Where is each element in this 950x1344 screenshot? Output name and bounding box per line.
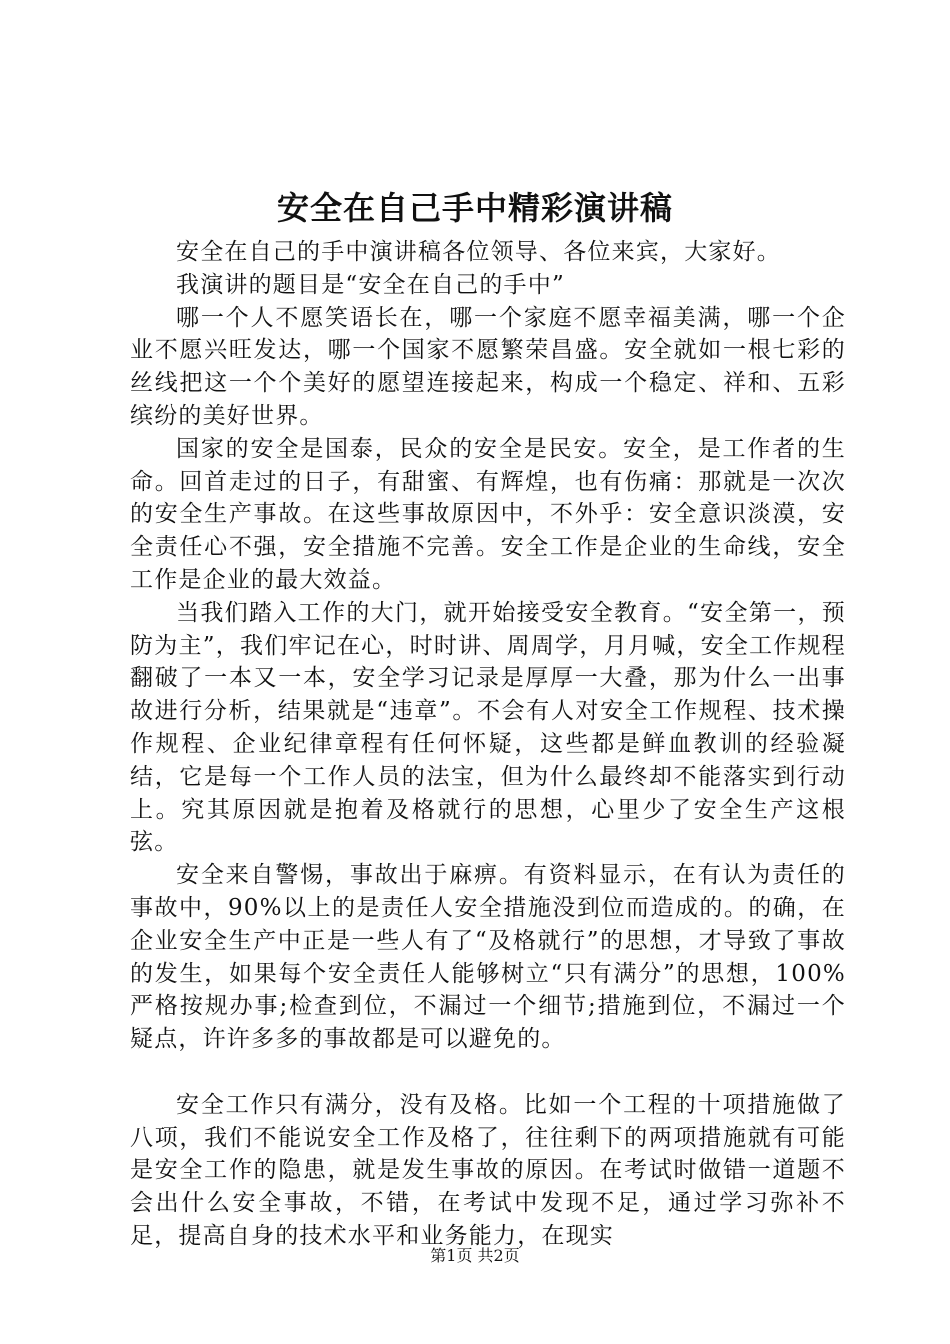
- paragraph-greeting: 安全在自己的手中演讲稿各位领导、各位来宾，大家好。: [176, 239, 781, 265]
- document-body: [130, 236, 846, 1253]
- paragraph-national-safety: 国家的安全是国泰，民众的安全是民安。安全，是工作者的生命。回首走过的日子，有甜蜜、有辉煌，也有伤痛：那就是一次次的安全生产事故。在这些事故原因中，不外乎：安全意识淡漠，安全责任心不强，安全措施不完善。安全工作是企业的生命线，安全工作是企业的最大效益。: [130, 435, 846, 593]
- page-indicator: 第1页 共2页: [430, 1246, 520, 1265]
- document-title: 安全在自己手中精彩演讲稿: [276, 189, 673, 227]
- paragraph-intro: 哪一个人不愿笑语长在，哪一个家庭不愿幸福美满，哪一个企业不愿兴旺发达，哪一个国家不愿繁荣昌盛。安全就如一根七彩的丝线把这一个个美好的愿望连接起来，构成一个稳定、祥和、五彩缤纷的美好世界。: [130, 304, 846, 429]
- paragraph-full-score: 安全工作只有满分，没有及格。比如一个工程的十项措施做了八项，我们不能说安全工作及格了，往往剩下的两项措施就有可能是安全工作的隐患，就是发生事故的原因。在考试时做错一道题不会出什么安全事故，不错，在考试中发现不足，通过学习弥补不足，提高自身的技术水平和业务能力，在现实: [130, 1091, 846, 1249]
- paragraph-topic: 我演讲的题目是“安全在自己的手中”: [176, 271, 565, 298]
- paragraph-vigilance: 安全来自警惕，事故出于麻痹。有资料显示，在有认为责任的事故中，90%以上的是责任人安全措施没到位而造成的。的确，在企业安全生产中正是一些人有了“及格就行”的思想，才导致了事故的发生，如果每个安全责任人能够树立“只有满分”的思想，100%严格按规办事;检查到位，不漏过一个细节;措施到位，不漏过一个疑点，许许多多的事故都是可以避免的。: [130, 862, 846, 1053]
- paragraph-safety-education: 当我们踏入工作的大门，就开始接受安全教育。“安全第一，预防为主”，我们牢记在心，时时讲、周周学，月月喊，安全工作规程翻破了一本又一本，安全学习记录是厚厚一大叠，那为什么一出事故进行分析，结果就是“违章”。不会有人对安全工作规程、技术操作规程、企业纪律章程有任何怀疑，这些都是鲜血教训的经验凝结，它是每一个工作人员的法宝，但为什么最终却不能落实到行动上。究其原因就是抱着及格就行的思想，心里少了安全生产这根弦。: [130, 599, 846, 856]
